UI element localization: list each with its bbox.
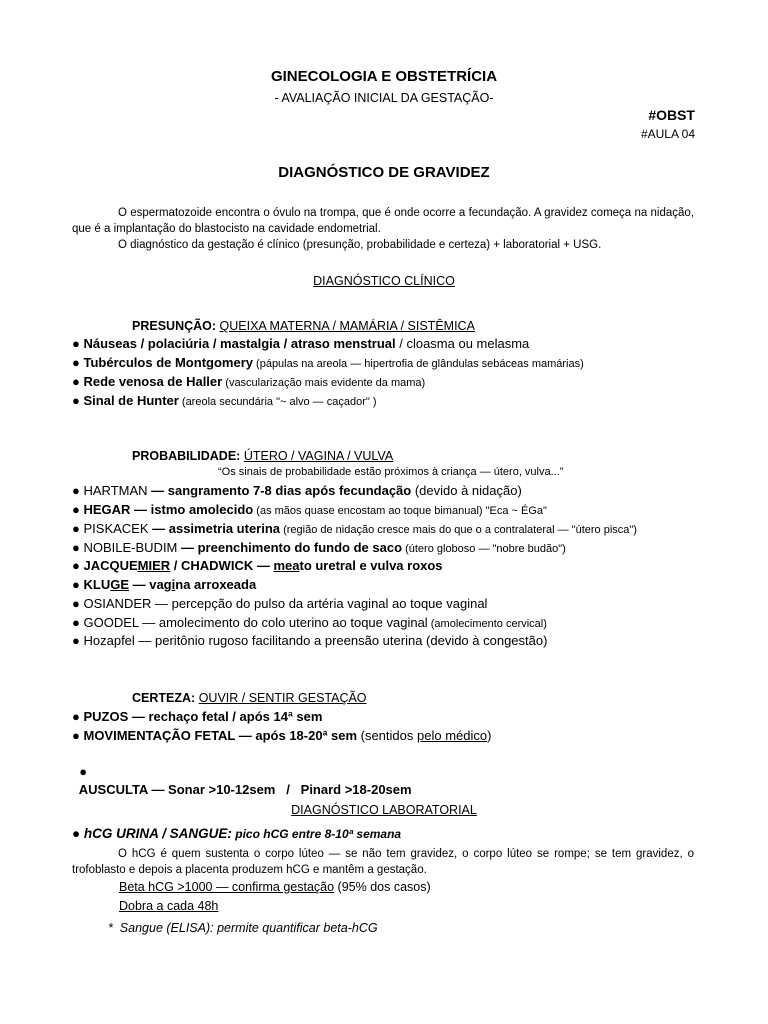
bullet-icon: ● bbox=[72, 393, 80, 408]
bullet-icon: ● bbox=[72, 709, 80, 724]
bullet-icon: ● bbox=[72, 558, 80, 573]
bullet-icon: ● bbox=[72, 540, 80, 555]
probabilidade-quote: “Os sinais de probabilidade estão próximos à criança — útero, vulva...” bbox=[218, 466, 564, 478]
bullet-icon: ● bbox=[72, 502, 80, 517]
bullet-icon: ● bbox=[72, 826, 81, 841]
list-item bbox=[72, 501, 547, 520]
sign-desc: — sangramento 7-8 dias após fecundação bbox=[147, 483, 412, 498]
sign-desc: — assimetria uterina bbox=[148, 521, 281, 536]
sign-name: PISKACEK bbox=[83, 521, 149, 536]
beta-hcg-text: Beta hCG >1000 — confirma gestação bbox=[119, 880, 335, 894]
lab-heading: DIAGNÓSTICO LABORATORIAL bbox=[291, 803, 477, 817]
item-main: Tubérculos de Montgomery bbox=[83, 355, 253, 370]
item-note: (pápulas na areola — hipertrofia de glândulas sebáceas mamárias) bbox=[252, 358, 584, 370]
sign-name: HARTMAN bbox=[83, 483, 148, 498]
probabilidade-label: PROBABILIDADE: bbox=[132, 449, 241, 463]
certeza-topic: OUVIR / SENTIR GESTAÇÃO bbox=[198, 691, 367, 705]
list-item bbox=[72, 539, 566, 558]
mov-underline: pelo médico bbox=[417, 728, 488, 743]
intro-paragraph-2: O diagnóstico da gestação é clínico (presunção, probabilidade e certeza) + laboratorial + USG. bbox=[118, 239, 602, 251]
list-item bbox=[72, 632, 547, 650]
sign-note: (região de nidação cresce mais do que o a contralateral — "útero pisca") bbox=[280, 524, 637, 536]
list-item bbox=[72, 520, 637, 539]
sign-name: NOBILE-BUDIM bbox=[83, 540, 178, 555]
kluge-c: — vag bbox=[129, 577, 172, 592]
certeza-label: CERTEZA: bbox=[132, 691, 196, 705]
kluge-e: na arroxeada bbox=[175, 577, 257, 592]
item-note: (areola secundária "~ alvo — caçador" ) bbox=[178, 396, 377, 408]
presuncao-heading bbox=[132, 317, 475, 335]
bullet-icon: ● bbox=[72, 483, 80, 498]
item-main: Sinal de Hunter bbox=[83, 393, 179, 408]
probabilidade-heading bbox=[132, 447, 393, 465]
mov-rest2: ) bbox=[487, 728, 492, 743]
document-title: GINECOLOGIA E OBSTETRÍCIA bbox=[270, 68, 498, 85]
mov-rest1: (sentidos bbox=[357, 728, 417, 743]
bullet-icon: ● bbox=[72, 728, 80, 743]
list-item bbox=[72, 745, 412, 799]
item-main: Náuseas / polaciúria / mastalgia / atraso menstrual bbox=[83, 336, 396, 351]
list-item bbox=[72, 614, 547, 633]
sign-name: HEGAR bbox=[83, 502, 131, 517]
lesson-number: #AULA 04 bbox=[640, 127, 695, 141]
hozapfel-text: Hozapfel — peritônio rugoso facilitando a preensão uterina (devido à congestão) bbox=[83, 633, 548, 648]
beta-hcg-rest: (95% dos casos) bbox=[334, 880, 431, 894]
ausculta-text: AUSCULTA — Sonar >10-12sem / Pinard >18-20sem bbox=[78, 782, 412, 797]
bullet-icon: ● bbox=[72, 633, 80, 648]
hcg-title: hCG URINA / SANGUE: bbox=[83, 826, 232, 841]
bullet-icon: ● bbox=[72, 336, 80, 351]
sign-rest: (devido à nidação) bbox=[411, 483, 522, 498]
presuncao-label: PRESUNÇÃO: bbox=[132, 319, 217, 333]
tag-obst: #OBST bbox=[648, 107, 695, 123]
list-item bbox=[72, 595, 487, 613]
list-item bbox=[72, 392, 377, 411]
bullet-icon: ● bbox=[72, 355, 80, 370]
list-item bbox=[72, 557, 443, 575]
sign-desc: — preenchimento do fundo de saco bbox=[177, 540, 403, 555]
intro-paragraph-1: O espermatozoide encontra o óvulo na trompa, que é onde ocorre a fecundação. A gravidez começa na nidação, que é a implantação do blastocisto na cavidade endometrial. bbox=[72, 207, 694, 235]
hcg-paragraph: O hCG é quem sustenta o corpo lúteo — se não tem gravidez, o corpo lúteo se rompe; se tem gravidez, o trofoblasto e depois a placenta produzem hCG e mantêm a gestação. bbox=[72, 848, 694, 876]
dobra-line: Dobra a cada 48h bbox=[119, 899, 219, 913]
kluge-d: i bbox=[171, 577, 176, 592]
puzos-text: PUZOS — rechaço fetal / após 14ª sem bbox=[83, 709, 323, 724]
goodel-text: GOODEL — amolecimento do colo uterino ao toque vaginal bbox=[83, 615, 428, 630]
osiander-text: OSIANDER — percepção do pulso da artéria vaginal ao toque vaginal bbox=[83, 596, 488, 611]
goodel-note: (amolecimento cervical) bbox=[427, 618, 547, 630]
bullet-icon: ● bbox=[79, 764, 88, 779]
jacquemier-e: to uretral e vulva roxos bbox=[299, 558, 443, 573]
list-item bbox=[72, 335, 529, 353]
kluge-b: GE bbox=[110, 577, 129, 592]
bullet-icon: ● bbox=[72, 615, 80, 630]
bullet-icon: ● bbox=[72, 374, 80, 389]
bullet-icon: ● bbox=[72, 577, 80, 592]
jacquemier-a: JACQUE bbox=[83, 558, 138, 573]
certeza-heading bbox=[132, 689, 367, 707]
section-title: DIAGNÓSTICO DE GRAVIDEZ bbox=[278, 164, 490, 181]
sign-note: (útero globoso — "nobre budão") bbox=[402, 543, 566, 555]
jacquemier-d: mea bbox=[273, 558, 300, 573]
list-item bbox=[72, 354, 584, 373]
presuncao-topic: QUEIXA MATERNA / MAMÁRIA / SISTÊMICA bbox=[219, 319, 475, 333]
hcg-line bbox=[72, 826, 401, 841]
list-item bbox=[72, 373, 425, 392]
list-item bbox=[72, 576, 256, 594]
list-item bbox=[72, 708, 322, 726]
item-main: Rede venosa de Haller bbox=[83, 374, 223, 389]
list-item bbox=[72, 727, 491, 745]
clinical-heading: DIAGNÓSTICO CLÍNICO bbox=[313, 274, 455, 288]
sign-note: (as mãos quase encostam ao toque bimanual) "Eca ~ ÉGa" bbox=[253, 505, 547, 517]
jacquemier-b: MIER bbox=[137, 558, 171, 573]
item-rest: / cloasma ou melasma bbox=[395, 336, 530, 351]
hcg-note: pico hCG entre 8-10ª semana bbox=[231, 827, 402, 841]
mov-text: MOVIMENTAÇÃO FETAL — após 18-20ª sem bbox=[83, 728, 358, 743]
bullet-icon: ● bbox=[72, 521, 80, 536]
document-subtitle: - AVALIAÇÃO INICIAL DA GESTAÇÃO- bbox=[274, 91, 494, 105]
kluge-a: KLU bbox=[83, 577, 111, 592]
item-note: (vascularização mais evidente da mama) bbox=[222, 377, 426, 389]
list-item bbox=[72, 482, 522, 500]
sangue-note: * Sangue (ELISA): permite quantificar beta-hCG bbox=[108, 921, 378, 935]
sign-desc: — istmo amolecido bbox=[130, 502, 254, 517]
probabilidade-topic: ÚTERO / VAGINA / VULVA bbox=[243, 449, 394, 463]
bullet-icon: ● bbox=[72, 596, 80, 611]
jacquemier-c: / CHADWICK — bbox=[170, 558, 274, 573]
beta-hcg-line bbox=[119, 880, 431, 894]
